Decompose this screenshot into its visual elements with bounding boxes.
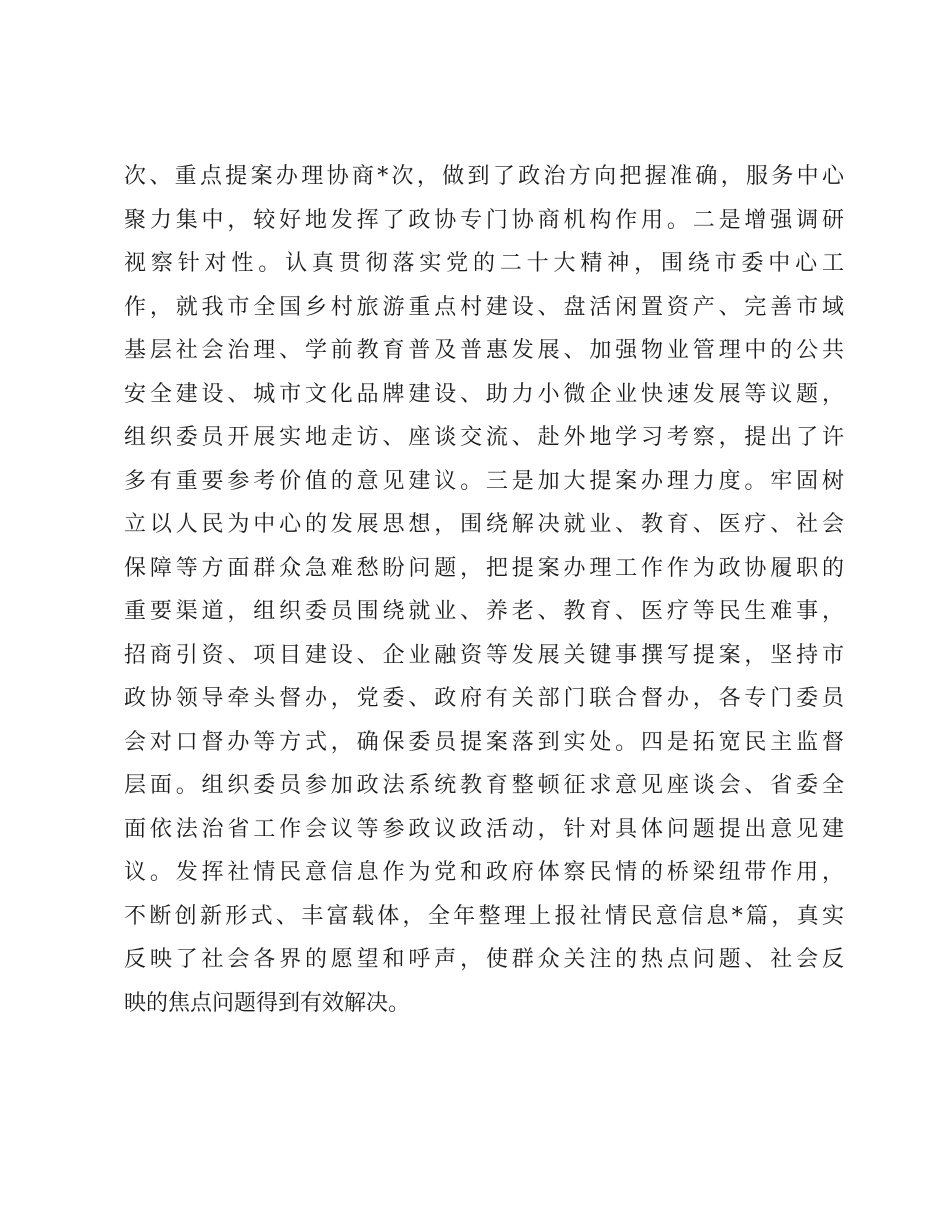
- text-line: 聚力集中，较好地发挥了政协专门协商机构作用。二是增强调研: [124, 207, 844, 233]
- text-line: 不断创新形式、丰富载体，全年整理上报社情民意信息*篇，真实: [124, 903, 844, 929]
- text-line: 映的焦点问题得到有效解决。: [124, 990, 411, 1016]
- text-line: 反映了社会各界的愿望和呼声，使群众关注的热点问题、社会反: [124, 947, 844, 972]
- text-line: 次、重点提案办理协商*次，做到了政治方向把握准确，服务中心: [124, 164, 844, 189]
- text-line: 视察针对性。认真贯彻落实党的二十大精神，围绕市委中心工: [124, 251, 844, 276]
- text-line: 会对口督办等方式，确保委员提案落到实处。四是拓宽民主监督: [124, 729, 844, 755]
- text-line: 面依法治省工作会议等参政议政活动，针对具体问题提出意见建: [124, 816, 844, 842]
- body-paragraph: [124, 155, 844, 1025]
- text-line: 作，就我市全国乡村旅游重点村建设、盘活闲置资产、完善市域: [124, 294, 844, 320]
- text-line: 招商引资、项目建设、企业融资等发展关键事撰写提案，坚持市: [124, 642, 844, 668]
- text-line: 重要渠道，组织委员围绕就业、养老、教育、医疗等民生难事，: [124, 599, 844, 624]
- text-line: 多有重要参考价值的意见建议。三是加大提案办理力度。牢固树: [124, 468, 844, 494]
- text-line: 议。发挥社情民意信息作为党和政府体察民情的桥梁纽带作用，: [124, 860, 844, 885]
- text-line: 组织委员开展实地走访、座谈交流、赴外地学习考察，提出了许: [124, 425, 844, 450]
- text-line: 政协领导牵头督办，党委、政府有关部门联合督办，各专门委员: [124, 686, 844, 711]
- text-line: 保障等方面群众急难愁盼问题，把提案办理工作作为政协履职的: [124, 555, 844, 581]
- text-line: 层面。组织委员参加政法系统教育整顿征求意见座谈会、省委全: [124, 773, 844, 798]
- text-line: 安全建设、城市文化品牌建设、助力小微企业快速发展等议题，: [124, 381, 844, 407]
- text-line: 基层社会治理、学前教育普及普惠发展、加强物业管理中的公共: [124, 338, 844, 363]
- text-line: 立以人民为中心的发展思想，围绕解决就业、教育、医疗、社会: [124, 512, 844, 537]
